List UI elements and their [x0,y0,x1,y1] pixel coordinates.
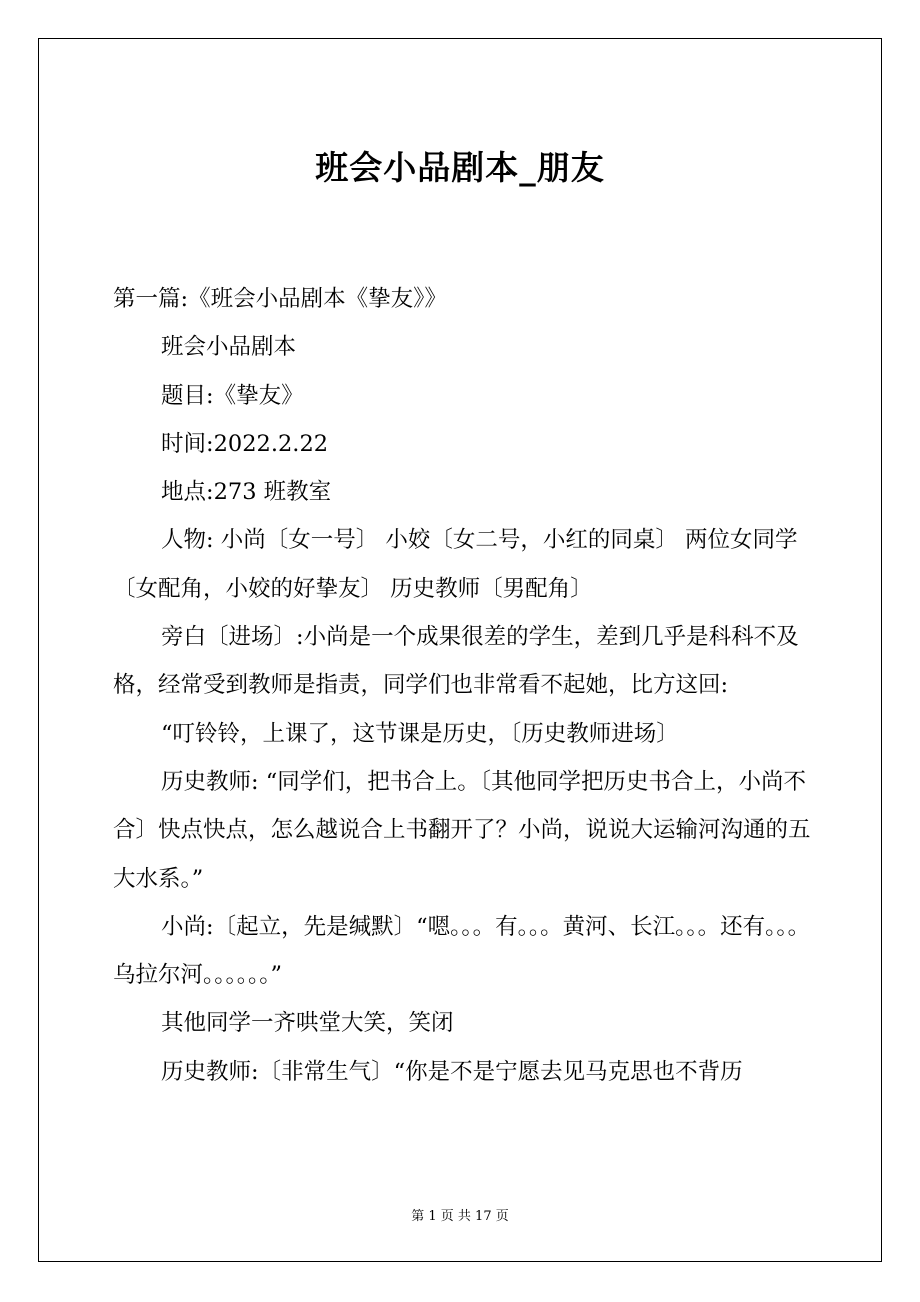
page-footer: 第 1 页 共 17 页 [411,1209,509,1224]
paragraph-characters: 人物: 小尚〔女一号〕 小姣〔女二号，小红的同桌〕 两位女同学〔女配角，小姣的好挚友〕 历史教师〔男配角〕 [113,527,798,602]
paragraph-topic: 题目:《挚友》 [161,382,304,409]
document-title: 班会小品剧本_朋友 [315,148,605,187]
document-body [113,275,813,1096]
paragraph-bell: “叮铃铃，上课了，这节课是历史，〔历史教师进场〕 [161,720,679,747]
paragraph-teacher-line: 历史教师: “同学们，把书合上。〔其他同学把历史书合上，小尚不合〕快点快点，怎么越说合上书翻开了？小尚，说说大运输河沟通的五大水系。” [113,768,811,892]
paragraph-laughter: 其他同学一齐哄堂大笑，笑闭 [161,1010,454,1037]
paragraph-subtitle: 班会小品剧本 [161,334,297,361]
paragraph-time: 时间:2022.2.22 [161,430,329,457]
paragraph-teacher-angry: 历史教师:〔非常生气〕“你是不是宁愿去见马克思也不背历 [161,1058,743,1085]
paragraph-location: 地点:273 班教室 [161,479,332,506]
paragraph-section-heading: 第一篇:《班会小品剧本《挚友》》 [113,286,447,312]
paragraph-xiaoshang-line: 小尚:〔起立，先是缄默〕“嗯。。。有。。。黄河、长江。。。还有。。。乌拉尔河。。。。。。” [113,913,811,989]
paragraph-narration: 旁白〔进场〕:小尚是一个成果很差的学生，差到几乎是科科不及格，经常受到教师是指责，同学们也非常看不起她，比方这回: [113,624,799,699]
